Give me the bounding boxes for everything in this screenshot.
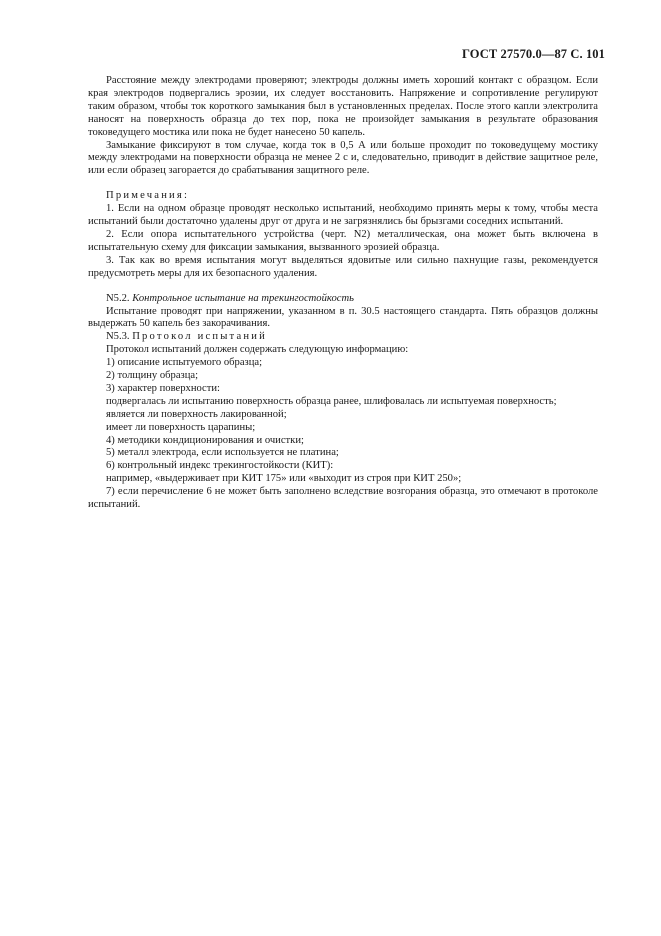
protocol-line: 3) характер поверхности: <box>106 382 220 394</box>
paragraph: Расстояние между электродами проверяют; электроды должны иметь хороший контакт с образцом. Если края электродов подвергались эрозии, их следует восстановить. Напряжение и сопротивление регулируют таким образом, чтобы ток короткого замыкания был в установленных пределах. После этого капли электролита наносят на поверхность образца до тех пор, пока не произойдет замыкания в результате образования токоведущего мостика или пока не будет нанесено 50 капель. <box>88 75 598 138</box>
protocol-line: 2) толщину образца; <box>106 370 199 382</box>
section-title: Протокол испытаний <box>132 331 268 343</box>
section-number: N5.3. <box>106 331 130 343</box>
section-title: Контрольное испытание на трекингостойкость <box>132 292 354 304</box>
section-number: N5.2. <box>106 292 130 304</box>
note-item: 1. Если на одном образце проводят несколько испытаний, необходимо принять меры к тому, чтобы места испытаний были достаточно удалены друг от друга и не загрязнялись бы брызгами соседних испытаний. <box>88 203 598 228</box>
protocol-line: 7) если перечисление 6 не может быть заполнено вследствие возгорания образца, это отмечают в протоколе испытаний. <box>88 486 598 511</box>
note-item: 2. Если опора испытательного устройства (черт. N2) металлическая, она может быть включена в испытательную схему для фиксации замыкания, вызванного эрозией образца. <box>88 228 598 253</box>
note-item: 3. Так как во время испытания могут выделяться ядовитые или сильно пахнущие газы, рекомендуется предусмотреть меры для их безопасного удаления. <box>88 254 598 279</box>
protocol-line: является ли поверхность лакированной; <box>106 408 287 420</box>
section-text: Испытание проводят при напряжении, указанном в п. 30.5 настоящего стандарта. Пять образцов должны выдержать 50 капель без закорачивания. <box>88 305 598 330</box>
protocol-line: 1) описание испытуемого образца; <box>106 357 263 369</box>
section-heading-n52 <box>88 293 598 306</box>
section-heading-n53 <box>88 331 598 344</box>
page-header: ГОСТ 27570.0—87 С. 101 <box>462 47 605 61</box>
paragraph: Замыкание фиксируют в том случае, когда ток в 0,5 А или больше проходит по токоведущему мостику между электродами на поверхности образца не менее 2 с и, следовательно, приводит в действие защитное реле, или если образец загорается до срабатывания защитного реле. <box>88 139 598 177</box>
protocol-line: 5) металл электрода, если используется не платина; <box>106 447 339 459</box>
notes-title: Примечания: <box>106 190 190 202</box>
document-body <box>88 75 598 512</box>
protocol-line: 6) контрольный индекс трекингостойкости (КИТ): <box>106 460 334 472</box>
protocol-line: 4) методики кондиционирования и очистки; <box>106 434 304 446</box>
protocol-line: например, «выдерживает при КИТ 175» или «выходит из строя при КИТ 250»; <box>106 473 462 485</box>
protocol-line: имеет ли поверхность царапины; <box>106 421 256 433</box>
section-intro: Протокол испытаний должен содержать следующую информацию: <box>106 344 409 356</box>
protocol-line: подвергалась ли испытанию поверхность образца ранее, шлифовалась ли испытуемая поверхность; <box>106 395 557 407</box>
